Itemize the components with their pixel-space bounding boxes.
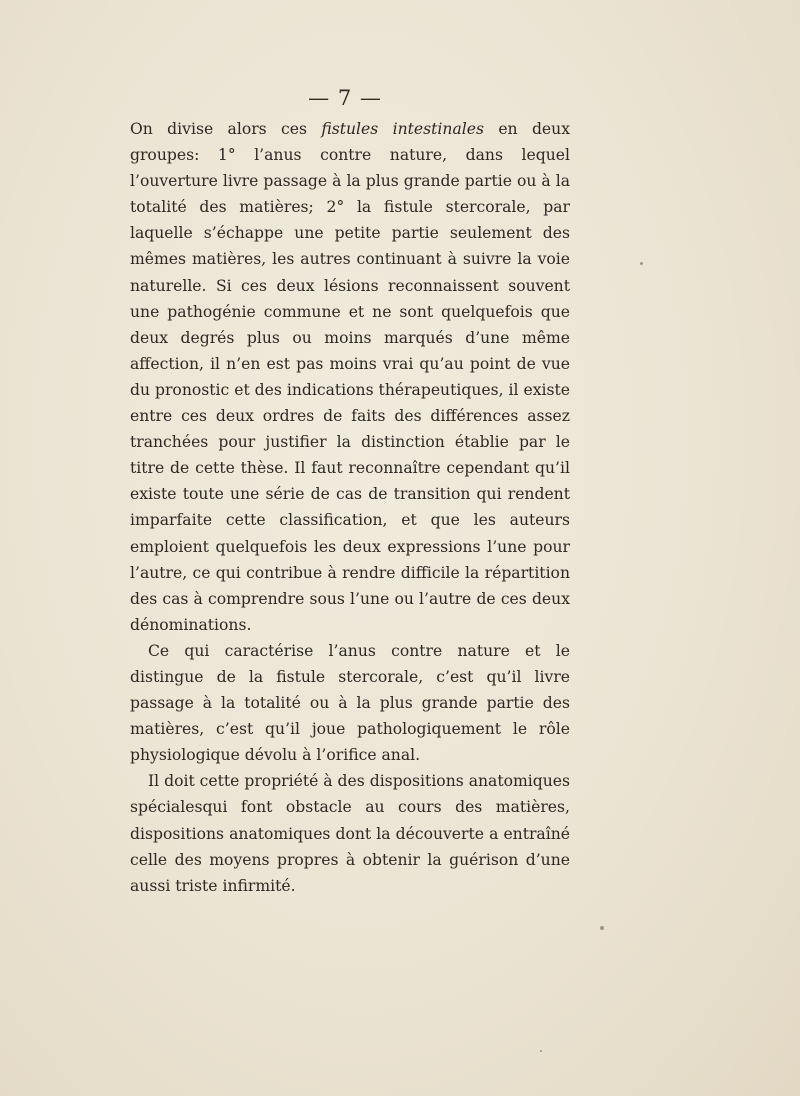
paragraph-1 — [130, 116, 570, 638]
body-text — [130, 116, 570, 899]
italic-term: fistules intestinales — [321, 120, 484, 138]
paragraph-2: Ce qui caractérise l’anus contre nature et le distingue de la fistule stercorale, c’est qu’il livre passage à la totalité ou à la plus grande partie des matières, c’est qu’il joue pathologiquement le rôle physiologique dévolu à l’orifice anal. — [130, 641, 570, 765]
paper-speck — [600, 926, 604, 930]
paper-speck — [640, 262, 643, 265]
page-number: — 7 — — [308, 86, 382, 110]
paper-speck — [540, 1050, 542, 1052]
paragraph-3: Il doit cette propriété à des dispositions anatomiques spécialesqui font obstacle au cours des matières, dispositions anatomiques dont la découverte a entraîné celle des moyens propres à obtenir la guérison d’une aussi triste infirmité. — [130, 772, 571, 895]
paragraph-1-start: On divise alors ces — [130, 120, 322, 138]
paragraph-1-rest: en deux groupes: 1° l’anus contre nature, dans lequel l’ouverture livre passage à la plus grande partie ou à la totalité des matières; 2° la fistule stercorale, par laquelle s’échappe une petite partie seulement des mêmes matières, les autres continuant à suivre la voie naturelle. Si ces deux lésions reconnaissent souvent une pathogénie commune et ne sont quelquefois que deux degrés plus ou moins marqués d’une même affection, il n’en est pas moins vrai qu’au point de vue du pronostic et des indications thérapeutiques, il existe entre ces deux ordres de faits des différences assez tranchées pour justifier la distinction établie par le titre de cette thèse. Il faut reconnaître cependant qu’il existe toute une série de cas de transition qui rendent imparfaite cette classification, et que les auteurs emploient quelquefois les deux expressions l’une pour l’autre, ce qui contribue à rendre difficile la répartition des cas à comprendre sous l’une ou l’autre de ces deux dénominations. — [130, 120, 570, 634]
